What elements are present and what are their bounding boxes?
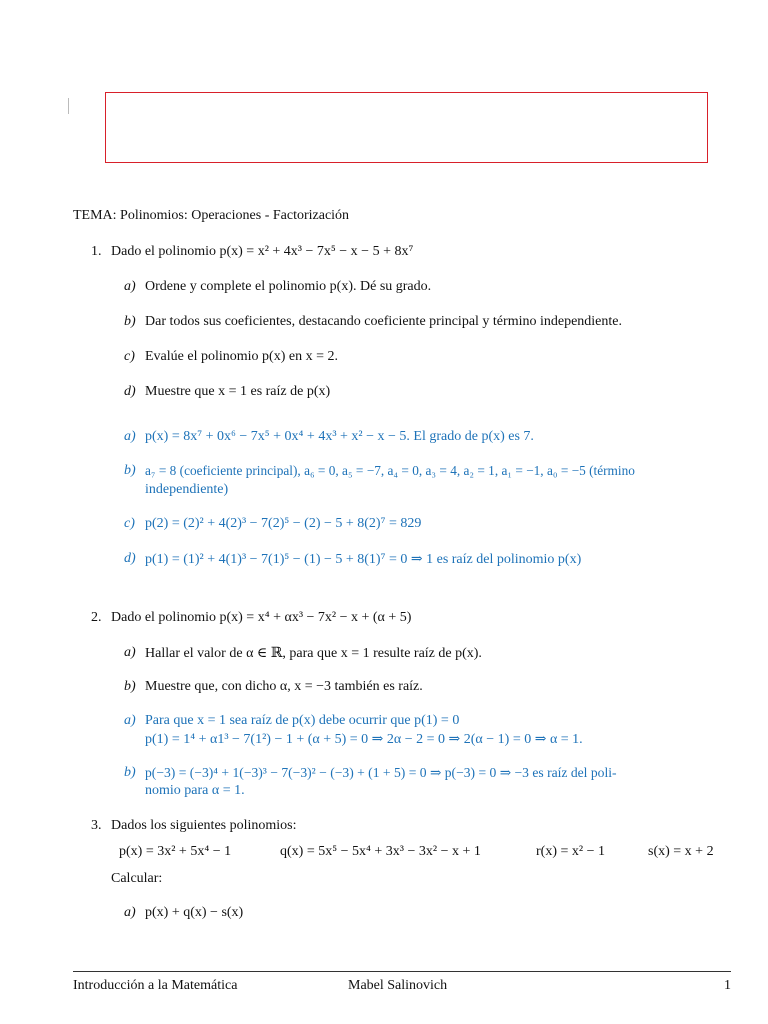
q1-answer-a: p(x) = 8x⁷ + 0x⁶ − 7x⁵ + 0x⁴ + 4x³ + x² − x − 5. El grado de p(x) es 7. <box>145 429 534 444</box>
margin-mark <box>68 98 69 114</box>
q3-calc-label: Calcular: <box>111 871 163 886</box>
q3-statement: Dados los siguientes polinomios: <box>111 818 297 833</box>
q1-item-d: Muestre que x = 1 es raíz de p(x) <box>145 384 331 399</box>
q2-answer-b-line2: nomio para α = 1. <box>145 783 245 798</box>
q2-answer-a-label: a) <box>124 713 136 728</box>
q2-answer-b-label: b) <box>124 765 136 780</box>
q1-item-c-label: c) <box>124 349 135 364</box>
q1-item-b: Dar todos sus coeficientes, destacando coeficiente principal y término independiente. <box>145 314 622 329</box>
q1-number: 1. <box>91 244 102 259</box>
q3-item-a: p(x) + q(x) − s(x) <box>145 905 244 920</box>
q1-answer-b-line2: independiente) <box>145 482 229 497</box>
header-box <box>105 92 708 163</box>
footer-course: Introducción a la Matemática <box>73 978 238 993</box>
q2-answer-a-line2: p(1) = 1⁴ + α1³ − 7(1²) − 1 + (α + 5) = 0 ⇒ 2α − 2 = 0 ⇒ 2(α − 1) = 0 ⇒ α = 1. <box>145 732 583 747</box>
q1-item-c: Evalúe el polinomio p(x) en x = 2. <box>145 349 338 364</box>
q1-item-a-label: a) <box>124 279 136 294</box>
q1-answer-c-label: c) <box>124 516 135 531</box>
q2-item-a: Hallar el valor de α ∈ ℝ, para que x = 1 resulte raíz de p(x). <box>145 646 482 661</box>
q1-answer-d-label: d) <box>124 551 136 566</box>
q2-number: 2. <box>91 610 102 625</box>
topic-heading: TEMA: Polinomios: Operaciones - Factorización <box>73 208 350 223</box>
q1-statement: Dado el polinomio p(x) = x² + 4x³ − 7x⁵ − x − 5 + 8x⁷ <box>111 244 414 259</box>
footer-rule <box>73 971 731 972</box>
footer-author: Mabel Salinovich <box>348 978 448 993</box>
q2-statement: Dado el polinomio p(x) = x⁴ + αx³ − 7x² − x + (α + 5) <box>111 610 412 625</box>
q3-poly-r: r(x) = x² − 1 <box>536 844 605 859</box>
q2-answer-b-line1: p(−3) = (−3)⁴ + 1(−3)³ − 7(−3)² − (−3) + (1 + 5) = 0 ⇒ p(−3) = 0 ⇒ −3 es raíz del poli- <box>145 765 617 780</box>
q1-answer-a-label: a) <box>124 429 136 444</box>
q1-answer-b-line1: a₇ = 8 (coeficiente principal), a₆ = 0, a₅ = −7, a₄ = 0, a₃ = 4, a₂ = 1, a₁ = −1, a₀ = −5 (término <box>145 463 635 478</box>
q1-answer-b-label: b) <box>124 463 136 478</box>
q3-poly-p: p(x) = 3x² + 5x⁴ − 1 <box>119 844 232 859</box>
q2-item-b-label: b) <box>124 679 136 694</box>
q2-item-a-label: a) <box>124 645 136 660</box>
q2-item-b: Muestre que, con dicho α, x = −3 también es raíz. <box>145 679 423 694</box>
q1-item-a: Ordene y complete el polinomio p(x). Dé su grado. <box>145 279 432 294</box>
page-number: 1 <box>724 978 731 993</box>
q1-item-b-label: b) <box>124 314 136 329</box>
q2-answer-a-line1: Para que x = 1 sea raíz de p(x) debe ocurrir que p(1) = 0 <box>145 713 460 728</box>
q3-poly-s: s(x) = x + 2 <box>648 844 714 859</box>
q1-item-d-label: d) <box>124 384 136 399</box>
q3-item-a-label: a) <box>124 905 136 920</box>
q1-answer-d: p(1) = (1)² + 4(1)³ − 7(1)⁵ − (1) − 5 + 8(1)⁷ = 0 ⇒ 1 es raíz del polinomio p(x) <box>145 552 582 567</box>
q3-poly-q: q(x) = 5x⁵ − 5x⁴ + 3x³ − 3x² − x + 1 <box>280 844 481 859</box>
q3-number: 3. <box>91 818 102 833</box>
q1-answer-c: p(2) = (2)² + 4(2)³ − 7(2)⁵ − (2) − 5 + 8(2)⁷ = 829 <box>145 516 422 531</box>
